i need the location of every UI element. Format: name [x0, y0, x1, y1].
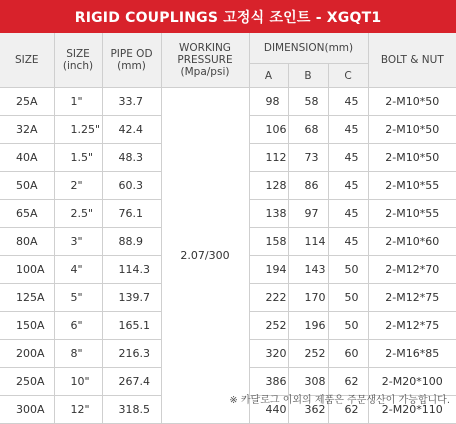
cell-bolt-nut: 2-M12*75: [368, 312, 456, 340]
cell-dim-a: 106: [249, 116, 288, 144]
cell-size-inch: 2": [54, 172, 102, 200]
cell-dim-c: 60: [328, 340, 368, 368]
cell-bolt-nut: 2-M10*60: [368, 228, 456, 256]
cell-size: 25A: [0, 88, 54, 116]
cell-dim-b: 86: [288, 172, 328, 200]
cell-dim-b: 362: [288, 396, 328, 424]
header-size: SIZE: [0, 33, 54, 88]
cell-bolt-nut: 2-M10*55: [368, 200, 456, 228]
cell-bolt-nut: 2-M12*70: [368, 256, 456, 284]
table-row: [0, 88, 456, 116]
cell-dim-b: 143: [288, 256, 328, 284]
cell-dim-c: 45: [328, 172, 368, 200]
cell-pipe-od: 318.5: [102, 396, 161, 424]
cell-size: 65A: [0, 200, 54, 228]
cell-size: 32A: [0, 116, 54, 144]
cell-dim-a: 222: [249, 284, 288, 312]
cell-size-inch: 10": [54, 368, 102, 396]
cell-dim-c: 45: [328, 116, 368, 144]
table-body: [0, 88, 456, 424]
cell-size: 125A: [0, 284, 54, 312]
cell-dim-b: 252: [288, 340, 328, 368]
table-title: RIGID COUPLINGS 고정식 조인트 - XGQT1: [0, 0, 456, 33]
cell-working-pressure: 2.07/300: [161, 88, 249, 424]
cell-pipe-od: 139.7: [102, 284, 161, 312]
cell-pipe-od: 48.3: [102, 144, 161, 172]
cell-size-inch: 4": [54, 256, 102, 284]
cell-bolt-nut: 2-M10*55: [368, 172, 456, 200]
cell-size: 200A: [0, 340, 54, 368]
cell-dim-b: 308: [288, 368, 328, 396]
cell-size-inch: 1.5": [54, 144, 102, 172]
cell-bolt-nut: 2-M12*75: [368, 284, 456, 312]
cell-size: 250A: [0, 368, 54, 396]
cell-size: 80A: [0, 228, 54, 256]
header-bolt-nut: BOLT & NUT: [368, 33, 456, 88]
spec-table: [0, 33, 456, 424]
cell-dim-b: 58: [288, 88, 328, 116]
cell-bolt-nut: 2-M20*100: [368, 368, 456, 396]
cell-dim-b: 73: [288, 144, 328, 172]
cell-dim-b: 170: [288, 284, 328, 312]
cell-pipe-od: 42.4: [102, 116, 161, 144]
header-dim-c: C: [328, 64, 368, 88]
cell-size-inch: 12": [54, 396, 102, 424]
cell-pipe-od: 60.3: [102, 172, 161, 200]
cell-dim-a: 98: [249, 88, 288, 116]
cell-dim-b: 196: [288, 312, 328, 340]
header-dim-a: A: [249, 64, 288, 88]
cell-dim-c: 50: [328, 312, 368, 340]
cell-dim-b: 114: [288, 228, 328, 256]
cell-size-inch: 5": [54, 284, 102, 312]
cell-dim-a: 138: [249, 200, 288, 228]
cell-dim-a: 440: [249, 396, 288, 424]
cell-dim-a: 386: [249, 368, 288, 396]
cell-pipe-od: 216.3: [102, 340, 161, 368]
footnote: ※ 카달로그 이외의 제품은 주문생산이 가능합니다.: [229, 395, 450, 406]
cell-bolt-nut: 2-M10*50: [368, 116, 456, 144]
cell-pipe-od: 267.4: [102, 368, 161, 396]
cell-pipe-od: 114.3: [102, 256, 161, 284]
cell-dim-a: 128: [249, 172, 288, 200]
cell-size-inch: 8": [54, 340, 102, 368]
cell-size-inch: 6": [54, 312, 102, 340]
cell-dim-c: 50: [328, 256, 368, 284]
cell-dim-a: 194: [249, 256, 288, 284]
cell-pipe-od: 76.1: [102, 200, 161, 228]
cell-dim-c: 45: [328, 200, 368, 228]
cell-size: 50A: [0, 172, 54, 200]
cell-size-inch: 3": [54, 228, 102, 256]
cell-dim-c: 50: [328, 284, 368, 312]
cell-size: 300A: [0, 396, 54, 424]
header-size-inch: SIZE (inch): [54, 33, 102, 88]
cell-bolt-nut: 2-M20*110: [368, 396, 456, 424]
cell-size: 100A: [0, 256, 54, 284]
header-dimension: DIMENSION(mm): [249, 33, 368, 64]
cell-dim-a: 158: [249, 228, 288, 256]
cell-bolt-nut: 2-M10*50: [368, 88, 456, 116]
cell-dim-c: 62: [328, 368, 368, 396]
cell-dim-c: 45: [328, 144, 368, 172]
header-row: [0, 33, 456, 64]
cell-dim-c: 45: [328, 88, 368, 116]
cell-size: 150A: [0, 312, 54, 340]
cell-pipe-od: 88.9: [102, 228, 161, 256]
cell-pipe-od: 33.7: [102, 88, 161, 116]
cell-size: 40A: [0, 144, 54, 172]
header-dim-b: B: [288, 64, 328, 88]
cell-pipe-od: 165.1: [102, 312, 161, 340]
cell-dim-a: 112: [249, 144, 288, 172]
cell-dim-c: 62: [328, 396, 368, 424]
cell-dim-a: 252: [249, 312, 288, 340]
header-pipe-od: PIPE OD (mm): [102, 33, 161, 88]
cell-dim-a: 320: [249, 340, 288, 368]
cell-dim-b: 97: [288, 200, 328, 228]
cell-bolt-nut: 2-M10*50: [368, 144, 456, 172]
cell-size-inch: 1.25": [54, 116, 102, 144]
cell-size-inch: 2.5": [54, 200, 102, 228]
cell-bolt-nut: 2-M16*85: [368, 340, 456, 368]
cell-dim-c: 45: [328, 228, 368, 256]
cell-size-inch: 1": [54, 88, 102, 116]
header-working-pressure: WORKING PRESSURE (Mpa/psi): [161, 33, 249, 88]
cell-dim-b: 68: [288, 116, 328, 144]
